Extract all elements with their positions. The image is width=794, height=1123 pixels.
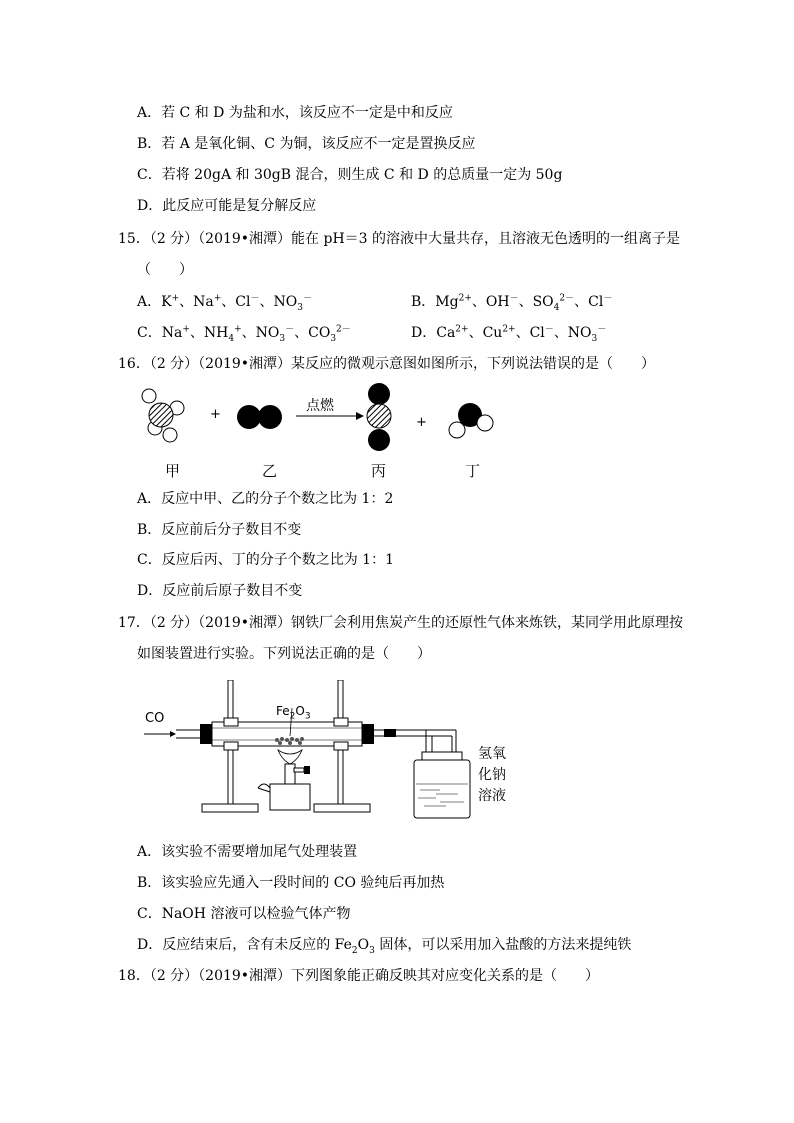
q17-option-c: C．NaOH 溶液可以检验气体产物 [137, 906, 351, 922]
naoh-label-2: 化钠 [478, 767, 506, 783]
q14-option-a: A．若 C 和 D 为盐和水，该反应不一定是中和反应 [137, 105, 453, 121]
plus-sign-1: + [210, 407, 221, 422]
q18-stem: 18．（2 分）（2019•湘潭）下列图象能正确反映其对应变化关系的是（ ） [118, 968, 600, 984]
q17-stem-line1: 17．（2 分）（2019•湘潭）钢铁厂会利用焦炭产生的还原性气体来炼铁，某同学用此原理按 [118, 615, 684, 631]
q14-option-c: C．若将 20gA 和 30gB 混合，则生成 C 和 D 的总质量一定为 50g [137, 167, 563, 183]
q15-option-a: A．K+、Na+、Cl－、$NO_3^-$ [137, 293, 312, 313]
arrow-label: 点燃 [306, 398, 334, 414]
q15-option-c: C．Na+、$NH_4^+$、$NO_3^-$、$CO_3^{2-}$ [137, 324, 351, 344]
molecule-jia [142, 389, 184, 442]
q14-option-b: B．若 A 是氧化铜、C 为铜，该反应不一定是置换反应 [137, 136, 476, 152]
q15-paren: （ ） [137, 262, 193, 278]
label-ding: 丁 [465, 462, 481, 480]
q16-option-b: B．反应前后分子数目不变 [137, 522, 302, 538]
q17-option-d: D．反应结束后，含有未反应的 $Fe_2O_3$ 固体，可以采用加入盐酸的方法来提纯铁 [137, 937, 632, 956]
q16-option-a: A．反应中甲、乙的分子个数之比为 1：2 [137, 491, 394, 507]
label-yi: 乙 [262, 462, 278, 480]
apparatus-diagram [140, 680, 520, 820]
q17-option-b: B．该实验应先通入一段时间的 CO 验纯后再加热 [137, 875, 445, 891]
q16-option-d: D．反应前后原子数目不变 [137, 583, 303, 599]
reaction-diagram [130, 378, 510, 458]
label-jia: 甲 [165, 462, 181, 480]
q14-option-d: D．此反应可能是复分解反应 [137, 198, 317, 214]
co-label: CO [145, 711, 165, 726]
q15-stem: 15．（2 分）（2019•湘潭）能在 pH＝3 的溶液中大量共存，且溶液无色透明的一组离子是 [118, 231, 681, 247]
q17-option-a: A．该实验不需要增加尾气处理装置 [137, 844, 358, 860]
molecule-yi [237, 405, 282, 429]
q15-option-b: B．$Mg^{2+}$、OH－、$SO_4^{2-}$、Cl－ [411, 293, 613, 313]
q16-stem: 16．（2 分）（2019•湘潭）某反应的微观示意图如图所示，下列说法错误的是（ ） [118, 356, 656, 372]
molecule-ding [449, 403, 493, 438]
molecule-bing [367, 383, 391, 451]
naoh-label-1: 氢氧 [478, 746, 506, 762]
naoh-label-3: 溶液 [478, 788, 506, 804]
plus-sign-2: + [416, 415, 427, 430]
q17-stem-line2: 如图装置进行实验。下列说法正确的是（ ） [137, 646, 431, 662]
q16-option-c: C．反应后丙、丁的分子个数之比为 1：1 [137, 552, 394, 568]
q15-option-d: D．$Ca^{2+}$、$Cu^{2+}$、Cl－、$NO_3^-$ [411, 324, 607, 344]
fe2o3-label: $Fe_2O_3$ [276, 704, 311, 722]
label-bing: 丙 [371, 462, 387, 480]
